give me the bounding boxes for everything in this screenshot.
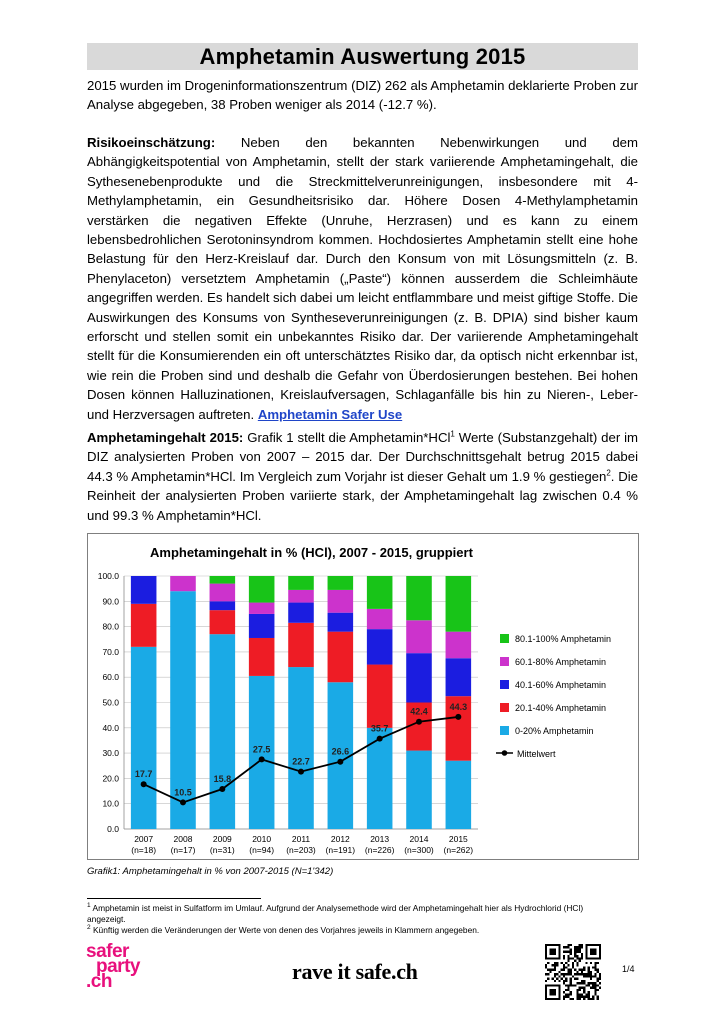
x-tick-label: 2008 [173, 834, 193, 844]
legend-entry-mean: Mittelwert [517, 749, 556, 759]
legend-swatch [500, 726, 509, 735]
legend-entry: 40.1-60% Amphetamin [515, 680, 607, 690]
page-title: Amphetamin Auswertung 2015 [199, 44, 526, 69]
bar-segment-0-20-amphetamin [131, 647, 157, 829]
bar-segment-0-20-amphetamin [210, 634, 236, 829]
bar-segment-20-1-40-amphetamin [288, 623, 314, 667]
bar-segment-80-1-100-amphetamin [446, 576, 472, 632]
footnote-ref-1[interactable]: 1 [450, 429, 455, 439]
y-tick-label: 70.0 [102, 646, 119, 657]
bar-segment-60-1-80-amphetamin [170, 576, 196, 591]
bar-segment-20-1-40-amphetamin [210, 610, 236, 634]
mean-point [259, 756, 265, 762]
bar-segment-60-1-80-amphetamin [210, 584, 236, 602]
bar-segment-20-1-40-amphetamin [249, 638, 275, 676]
bar-segment-40-1-60-amphetamin [210, 601, 236, 610]
legend-marker [502, 750, 508, 756]
legend-entry: 20.1-40% Amphetamin [515, 703, 607, 713]
saferparty-logo-line-2: party [96, 956, 140, 977]
qr-code-icon [545, 944, 601, 1000]
bar-segment-60-1-80-amphetamin [446, 632, 472, 659]
amphetamine-chart [88, 534, 638, 859]
sample-count-label: (n=191) [325, 845, 356, 855]
legend-swatch [500, 657, 509, 666]
sample-count-label: (n=31) [209, 845, 235, 855]
mean-data-label: 10.5 [174, 787, 192, 798]
bar-segment-60-1-80-amphetamin [249, 603, 275, 614]
chart-title: Amphetamingehalt in % (HCl), 2007 - 2015, gruppiert [150, 545, 473, 560]
bar-segment-40-1-60-amphetamin [131, 576, 157, 604]
x-tick-label: 2007 [134, 834, 154, 844]
bar-segment-20-1-40-amphetamin [131, 604, 157, 647]
bar-segment-60-1-80-amphetamin [367, 609, 393, 629]
sample-count-label: (n=262) [443, 845, 474, 855]
y-tick-label: 80.0 [102, 621, 119, 632]
risk-text: Neben den bekannten Nebenwirkungen und dem Abhängigkeitspotential von Amphetamin, stellt der stark variierende Amphetamingehalt, die Sythesenebenprodukte und die Streckmittelverunreinigungen, insbesondere mit 4-Methylamphetamin, ein Gesundheitsrisiko dar. Höhere Dosen 4-Methylamphetamin verstärken die negativen Effekte (Unruhe, Herzrasen) und es kann zu einem lebensbedrohlichen Serotoninsyndrom kommen. Hochdosiertes Amphetamin stellt eine hohe Belastung für den Herz-Kreislauf dar. Durch den Konsum von mit Lösungsmitteln (z. B. Phenylaceton) versetztem Amphetamin („Paste“) können ausserdem die Schleimhäute angegriffen werden. Es handelt sich dabei um leicht entflammbare und meist giftige Stoffe. Die Auswirkungen des Konsums von Syntheseverunreinigungen (z. B. DPIA) sind bisher kaum erforscht und stellen somit ein unbekanntes Risiko dar. Der variierende Amphetamingehalt stellt für die Konsumierenden ein oft unterschätztes Risiko dar, da optisch nicht erkennbar ist, wie rein die Proben sind und deshalb die Gefahr von Überdosierungen bestehen. Bei hohen Dosen können Halluzinationen, Kreislaufversagen, Schlaganfälle bis hin zu Nieren-, Leber- und Herzversagen auftreten. [87, 135, 638, 422]
content-text-3: . Die Reinheit der analysierten Proben variierte stark, der Amphetamingehalt lag zwischen 0.4 % und 99.3 % Amphetamin*HCl. [87, 468, 638, 523]
legend-swatch [500, 680, 509, 689]
chart-frame [87, 533, 639, 860]
bar-segment-40-1-60-amphetamin [288, 603, 314, 623]
intro-text: 2015 wurden im Drogeninformationszentrum (DIZ) 262 als Amphetamin deklarierte Proben zur Analyse abgegeben, 38 Proben weniger als 2014 (-12.7 %). [87, 78, 638, 113]
title-bar [87, 43, 638, 70]
footnote-2-text: Künftig werden die Veränderungen der Werte von denen des Vorjahres jeweils in Klammern angegeben. [92, 925, 480, 935]
legend-swatch [500, 703, 509, 712]
intro-paragraph [87, 76, 638, 115]
saferparty-logo-line-1: safer [86, 941, 129, 962]
saferparty-logo-line-3: .ch [86, 971, 112, 992]
bar-segment-60-1-80-amphetamin [328, 590, 354, 613]
footnote-2 [87, 925, 587, 936]
safer-use-link[interactable]: Amphetamin Safer Use [257, 406, 403, 422]
bar-segment-40-1-60-amphetamin [249, 614, 275, 638]
mean-data-label: 27.5 [252, 744, 271, 755]
bar-segment-40-1-60-amphetamin [446, 658, 472, 696]
bar-segment-60-1-80-amphetamin [406, 620, 432, 653]
bar-segment-80-1-100-amphetamin [328, 576, 354, 590]
footnote-divider [87, 898, 261, 899]
content-heading: Amphetamingehalt 2015: [87, 430, 244, 445]
mean-point [298, 769, 304, 775]
x-tick-label: 2009 [212, 834, 232, 844]
bar-segment-80-1-100-amphetamin [406, 576, 432, 620]
sample-count-label: (n=18) [131, 845, 157, 855]
mean-data-label: 15.8 [213, 774, 232, 785]
content-text-2: Werte (Substanzgehalt) der im DIZ analysierten Proben von 2007 – 2015 dar. Der Durchschnittsgehalt betrug 2015 dabei 44.3 % Amphetamin*HCl. Im Vergleich zum Vorjahr ist dieser Gehalt um 1.9 % gestiegen [87, 430, 639, 484]
footnote-1-number: 1 [87, 902, 91, 910]
footnote-ref-2[interactable]: 2 [606, 468, 611, 478]
sample-count-label: (n=94) [249, 845, 275, 855]
y-tick-label: 0.0 [107, 824, 119, 834]
mean-point [141, 781, 147, 787]
mean-point [337, 759, 343, 765]
bar-segment-80-1-100-amphetamin [367, 576, 393, 609]
page-number: 1/4 [622, 964, 635, 974]
mean-data-label: 17.7 [134, 769, 153, 780]
x-tick-label: 2010 [252, 834, 272, 844]
content-text-1: Grafik 1 stellt die Amphetamin*HCl [243, 430, 451, 445]
bar-segment-20-1-40-amphetamin [367, 665, 393, 728]
y-tick-label: 30.0 [102, 748, 119, 759]
risk-heading: Risikoeinschätzung: [87, 135, 216, 150]
x-tick-label: 2014 [409, 834, 429, 844]
sample-count-label: (n=17) [170, 845, 196, 855]
saferparty-logo[interactable] [86, 941, 144, 994]
y-tick-label: 10.0 [102, 798, 119, 809]
legend-swatch [500, 634, 509, 643]
sample-count-label: (n=226) [364, 845, 395, 855]
mean-point [180, 799, 186, 805]
x-tick-label: 2012 [330, 834, 350, 844]
footnote-1-text: Amphetamin ist meist in Sulfatform im Umlauf. Aufgrund der Analysemethode wird der Amphetamingehalt hier als Hydrochlorid (HCl) angezeigt. [87, 903, 584, 924]
legend-entry: 80.1-100% Amphetamin [515, 634, 612, 644]
y-tick-label: 100.0 [97, 571, 119, 581]
mean-data-label: 42.4 [410, 706, 428, 717]
bar-segment-40-1-60-amphetamin [367, 629, 393, 664]
footnote-2-number: 2 [87, 924, 91, 932]
x-tick-label: 2011 [291, 834, 311, 844]
chart-caption: Grafik1: Amphetamingehalt in % von 2007-2015 (N=1'342) [87, 866, 334, 877]
risk-paragraph [87, 133, 638, 424]
y-tick-label: 60.0 [102, 672, 119, 683]
bar-segment-80-1-100-amphetamin [249, 576, 275, 603]
footnote-1 [87, 903, 587, 924]
sample-count-label: (n=203) [286, 845, 316, 855]
content-paragraph [87, 428, 638, 525]
x-tick-label: 2015 [448, 834, 468, 844]
y-tick-label: 20.0 [102, 773, 119, 784]
bar-segment-40-1-60-amphetamin [406, 653, 432, 702]
bar-segment-80-1-100-amphetamin [210, 576, 236, 584]
bar-segment-80-1-100-amphetamin [288, 576, 314, 590]
bar-segment-0-20-amphetamin [406, 751, 432, 829]
bar-segment-40-1-60-amphetamin [328, 613, 354, 632]
y-tick-label: 50.0 [102, 697, 119, 708]
mean-data-label: 26.6 [331, 746, 350, 757]
x-tick-label: 2013 [370, 834, 390, 844]
mean-data-label: 44.3 [449, 701, 468, 712]
mean-point [219, 786, 225, 792]
raveitsafe-logo[interactable]: rave it safe.ch [292, 959, 418, 984]
y-tick-label: 40.0 [102, 722, 119, 733]
legend-entry: 0-20% Amphetamin [515, 726, 594, 736]
bar-segment-60-1-80-amphetamin [288, 590, 314, 603]
legend-entry: 60.1-80% Amphetamin [515, 657, 607, 667]
y-tick-label: 90.0 [102, 596, 119, 607]
bar-segment-20-1-40-amphetamin [328, 632, 354, 683]
bar-segment-0-20-amphetamin [288, 667, 314, 829]
mean-point [455, 714, 461, 720]
bar-segment-0-20-amphetamin [446, 761, 472, 829]
mean-data-label: 22.7 [292, 756, 310, 767]
sample-count-label: (n=300) [404, 845, 434, 855]
mean-point [416, 719, 422, 725]
mean-data-label: 35.7 [370, 723, 389, 734]
mean-point [377, 736, 383, 742]
